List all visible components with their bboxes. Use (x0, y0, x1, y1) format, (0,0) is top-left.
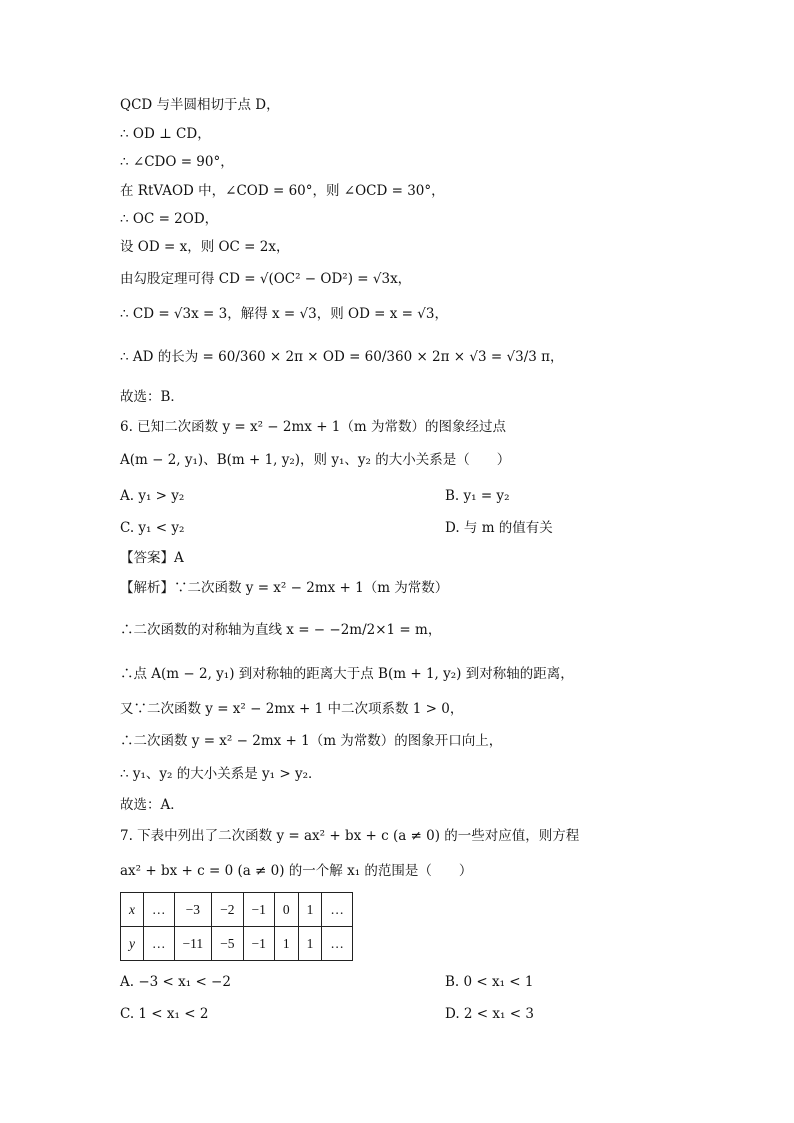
table-cell: … (322, 893, 353, 927)
table-cell: … (322, 927, 353, 961)
q6-explanation-2: ∴二次函数的对称轴为直线 x = − −2m/2×1 = m， (120, 622, 442, 638)
q6-stem: 6. 已知二次函数 y = x² − 2mx + 1（m 为常数）的图象经过点 (120, 419, 506, 435)
table-cell: 1 (298, 893, 322, 927)
table-cell: −1 (243, 893, 274, 927)
q6-explanation-1: 【解析】∵二次函数 y = x² − 2mx + 1（m 为常数） (120, 580, 449, 596)
line-oc-2od: ∴ OC = 2OD， (120, 211, 219, 227)
table-cell: −3 (174, 893, 212, 927)
q6-explanation-7: 故选：A． (120, 797, 184, 813)
q7-option-d[interactable]: D. 2 < x₁ < 3 (445, 1006, 534, 1022)
table-cell: 1 (274, 927, 298, 961)
line-tangent: QCD 与半圆相切于点 D， (120, 97, 280, 113)
line-arc-length: ∴ AD 的长为 = 60/360 × 2π × OD = 60/360 × 2π × √3 = √3/3 π， (120, 349, 564, 365)
table-cell: 0 (274, 893, 298, 927)
line-solve-x: ∴ CD = √3x = 3，解得 x = √3，则 OD = x = √3， (120, 306, 448, 322)
value-table (120, 892, 353, 961)
table-row-y (121, 927, 353, 961)
q7-option-b[interactable]: B. 0 < x₁ < 1 (445, 974, 534, 990)
q6-stem-points: A(m − 2, y₁)、B(m + 1, y₂)，则 y₁、y₂ 的大小关系是（ ） (120, 452, 511, 468)
line-perpendicular: ∴ OD ⊥ CD， (120, 126, 211, 142)
q6-option-a[interactable]: A. y₁ > y₂ (120, 488, 185, 504)
table-cell: −11 (174, 927, 212, 961)
q6-explanation-5: ∴二次函数 y = x² − 2mx + 1（m 为常数）的图象开口向上， (120, 733, 503, 749)
q6-explanation-4: 又∵二次函数 y = x² − 2mx + 1 中二次项系数 1 > 0， (120, 701, 464, 717)
table-cell: y (121, 927, 144, 961)
table-cell: −1 (243, 927, 274, 961)
q7-option-c[interactable]: C. 1 < x₁ < 2 (120, 1006, 209, 1022)
q6-option-d[interactable]: D. 与 m 的值有关 (445, 520, 553, 536)
table-cell: 1 (298, 927, 322, 961)
line-let-od: 设 OD = x，则 OC = 2x， (120, 239, 290, 255)
q7-stem-equation: ax² + bx + c = 0 (a ≠ 0) 的一个解 x₁ 的范围是（ ） (120, 863, 473, 879)
q6-option-b[interactable]: B. y₁ = y₂ (445, 488, 510, 504)
q6-option-c[interactable]: C. y₁ < y₂ (120, 520, 185, 536)
q7-stem: 7. 下表中列出了二次函数 y = ax² + bx + c (a ≠ 0) 的一些对应值，则方程 (120, 828, 580, 844)
table-cell: … (144, 893, 175, 927)
line-choose-b: 故选：B． (120, 389, 184, 405)
line-triangle-angles: 在 RtVAOD 中，∠COD = 60°，则 ∠OCD = 30°， (120, 183, 445, 199)
table-cell: … (144, 927, 175, 961)
line-pythagoras: 由勾股定理可得 CD = √(OC² − OD²) = √3x， (120, 271, 412, 287)
q6-answer: 【答案】A (120, 550, 184, 566)
table-cell: −5 (212, 927, 243, 961)
line-right-angle: ∴ ∠CDO = 90°， (120, 154, 234, 170)
table-row-x (121, 893, 353, 927)
q6-explanation-6: ∴ y₁、y₂ 的大小关系是 y₁ > y₂． (120, 766, 322, 782)
q7-option-a[interactable]: A. −3 < x₁ < −2 (120, 974, 231, 990)
q6-explanation-3: ∴点 A(m − 2, y₁) 到对称轴的距离大于点 B(m + 1, y₂) 到对称轴的距离， (120, 666, 574, 682)
table-cell: −2 (212, 893, 243, 927)
table-cell: x (121, 893, 144, 927)
